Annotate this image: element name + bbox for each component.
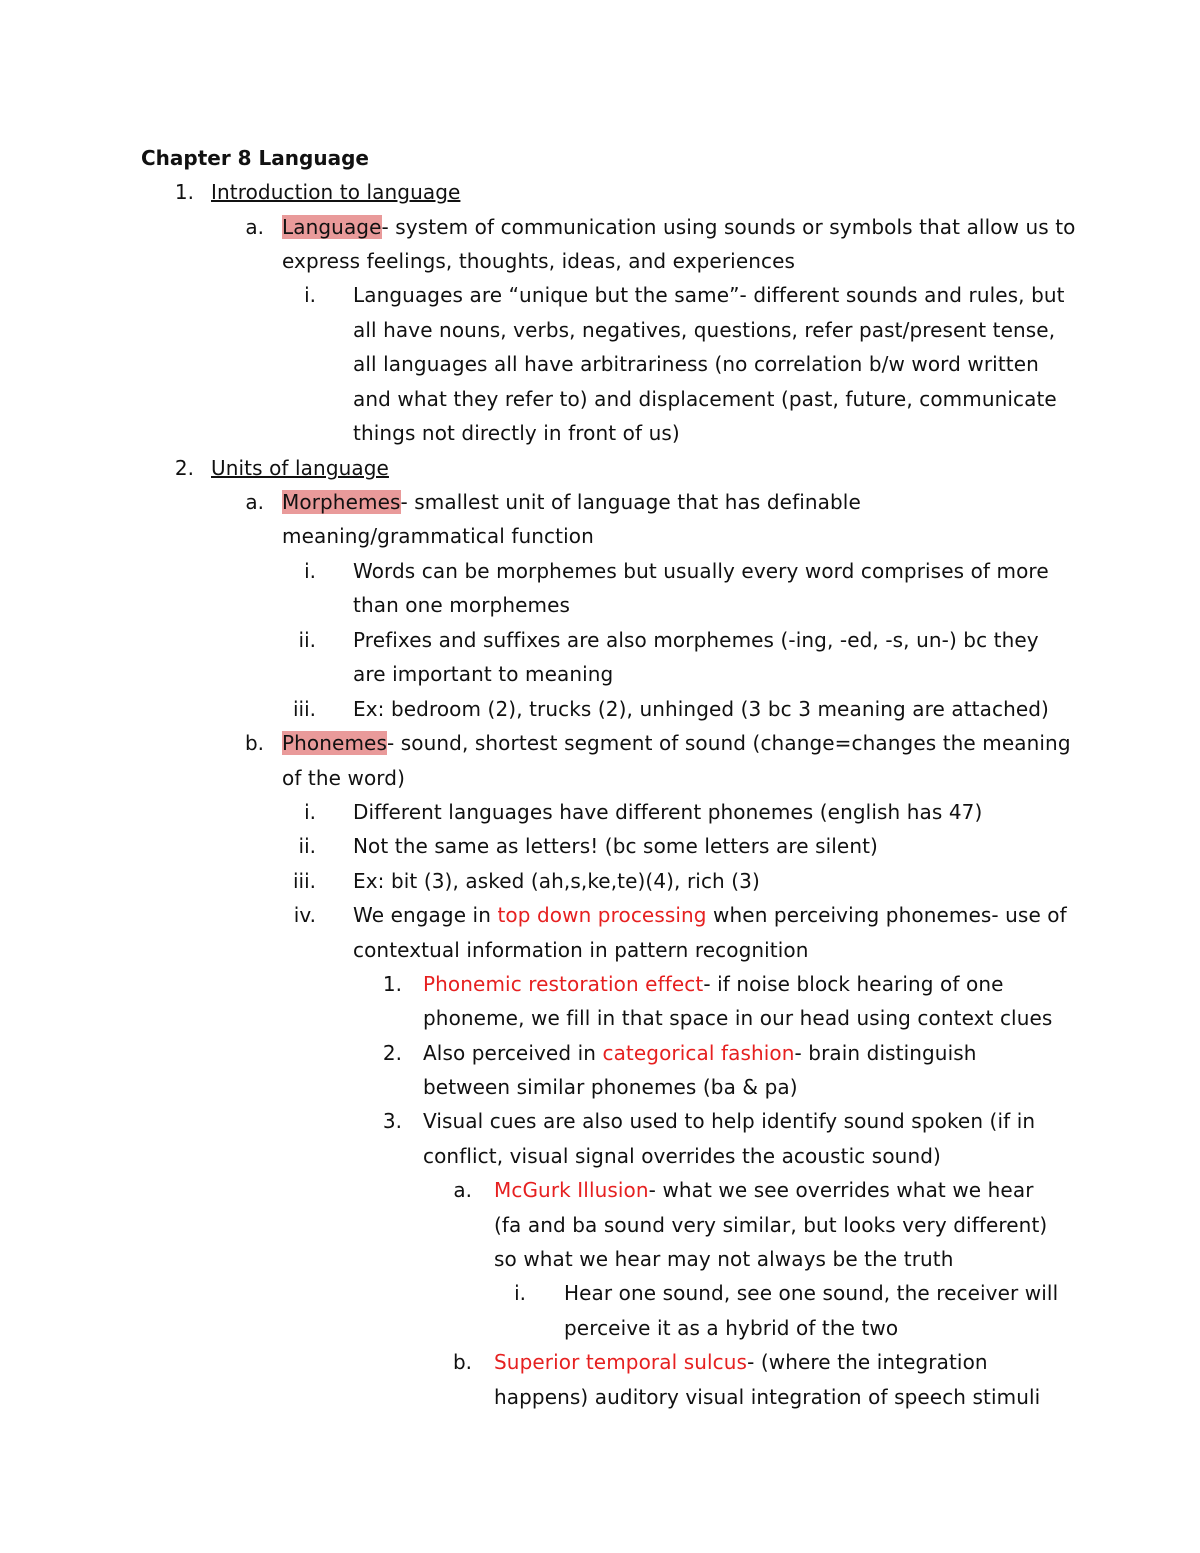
item-1ai-line4: and what they refer to) and displacement (past, future, communicate [353, 387, 1057, 411]
item-2biii-line1: Ex: bit (3), asked (ah,s,ke,te)(4), rich (3) [353, 869, 760, 893]
item-1ai-line3: all languages all have arbitrariness (no correlation b/w word written [353, 352, 1039, 376]
point-3-line1: Visual cues are also used to help identify sound spoken (if in [423, 1109, 1036, 1133]
point-1-marker: 1. [382, 972, 402, 996]
item-2biv-pre: We engage in [353, 903, 498, 927]
item-2biii-marker: iii. [292, 869, 316, 893]
term-phonemes-highlight: Phonemes [282, 731, 387, 755]
point-2-post: - brain distinguish [794, 1041, 977, 1065]
point-3a-line3: so what we hear may not always be the truth [494, 1247, 954, 1271]
term-language-highlight: Language [282, 215, 382, 239]
document-title: Chapter 8 Language [141, 146, 369, 170]
item-1ai-line1: Languages are “unique but the same”- different sounds and rules, but [353, 283, 1065, 307]
point-3ai-line1: Hear one sound, see one sound, the receiver will [564, 1281, 1059, 1305]
term-superior-temporal-sulcus: Superior temporal sulcus [494, 1350, 748, 1374]
item-2a-marker: a. [245, 490, 264, 514]
point-3-line2: conflict, visual signal overrides the acoustic sound) [423, 1144, 941, 1168]
point-1-post: - if noise block hearing of one [703, 972, 1004, 996]
point-2-pre: Also perceived in [423, 1041, 603, 1065]
item-2b-line1 [282, 726, 1071, 760]
item-2ai-marker: i. [304, 559, 316, 583]
item-2ai-line2: than one morphemes [353, 593, 571, 617]
point-3b-marker: b. [452, 1350, 472, 1374]
point-2-line2: between similar phonemes (ba & pa) [423, 1075, 798, 1099]
item-2biv-post: when perceiving phonemes- use of [706, 903, 1067, 927]
item-1a-definition: - system of communication using sounds or symbols that allow us to [381, 215, 1076, 239]
point-3a-line1 [494, 1173, 1034, 1207]
point-3a-post: - what we see overrides what we hear [648, 1178, 1034, 1202]
section-2-marker: 2. [174, 456, 194, 480]
section-1-marker: 1. [174, 180, 194, 204]
point-1-line2: phoneme, we fill in that space in our head using context clues [423, 1006, 1053, 1030]
item-2b-line2: of the word) [282, 766, 405, 790]
item-1a-marker: a. [245, 215, 264, 239]
item-1a-line1 [282, 210, 1076, 244]
term-top-down-processing: top down processing [497, 903, 707, 927]
item-2aii-marker: ii. [298, 628, 316, 652]
item-2ai-line1: Words can be morphemes but usually every word comprises of more [353, 559, 1049, 583]
point-3ai-marker: i. [514, 1281, 526, 1305]
point-2-marker: 2. [382, 1041, 402, 1065]
point-3b-line1 [494, 1345, 988, 1379]
item-2b-marker: b. [244, 731, 264, 755]
item-2bii-line1: Not the same as letters! (bc some letters are silent) [353, 834, 878, 858]
term-categorical-fashion: categorical fashion [602, 1041, 795, 1065]
item-1a-line2: express feelings, thoughts, ideas, and experiences [282, 249, 796, 273]
point-3ai-line2: perceive it as a hybrid of the two [564, 1316, 899, 1340]
item-2aiii-marker: iii. [292, 697, 316, 721]
item-2bii-marker: ii. [298, 834, 316, 858]
item-2biv-marker: iv. [293, 903, 316, 927]
item-2biv-line1 [353, 898, 1067, 932]
point-3a-line2: (fa and ba sound very similar, but looks very different) [494, 1213, 1048, 1237]
item-2bi-line1: Different languages have different phonemes (english has 47) [353, 800, 983, 824]
item-2a-definition: - smallest unit of language that has definable [400, 490, 861, 514]
item-2a-line1 [282, 485, 861, 519]
item-2aii-line2: are important to meaning [353, 662, 614, 686]
item-1ai-marker: i. [304, 283, 316, 307]
term-morphemes-highlight: Morphemes [282, 490, 401, 514]
item-2aii-line1: Prefixes and suffixes are also morphemes (-ing, -ed, -s, un-) bc they [353, 628, 1039, 652]
item-2bi-marker: i. [304, 800, 316, 824]
point-2-line1 [423, 1036, 977, 1070]
section-1-heading: Introduction to language [211, 180, 461, 204]
point-3-marker: 3. [382, 1109, 402, 1133]
point-3b-post: - (where the integration [747, 1350, 988, 1374]
item-2b-definition: - sound, shortest segment of sound (change=changes the meaning [386, 731, 1071, 755]
point-3a-marker: a. [453, 1178, 472, 1202]
item-2aiii-line1: Ex: bedroom (2), trucks (2), unhinged (3 bc 3 meaning are attached) [353, 697, 1049, 721]
point-1-line1 [423, 967, 1004, 1001]
item-1ai-line2: all have nouns, verbs, negatives, questions, refer past/present tense, [353, 318, 1056, 342]
term-mcgurk-illusion: McGurk Illusion [494, 1178, 649, 1202]
term-phonemic-restoration-effect: Phonemic restoration effect [423, 972, 704, 996]
section-2-heading: Units of language [211, 456, 389, 480]
point-3b-line2: happens) auditory visual integration of speech stimuli [494, 1385, 1041, 1409]
item-2a-line2: meaning/grammatical function [282, 524, 594, 548]
item-2biv-line2: contextual information in pattern recognition [353, 938, 809, 962]
item-1ai-line5: things not directly in front of us) [353, 421, 680, 445]
